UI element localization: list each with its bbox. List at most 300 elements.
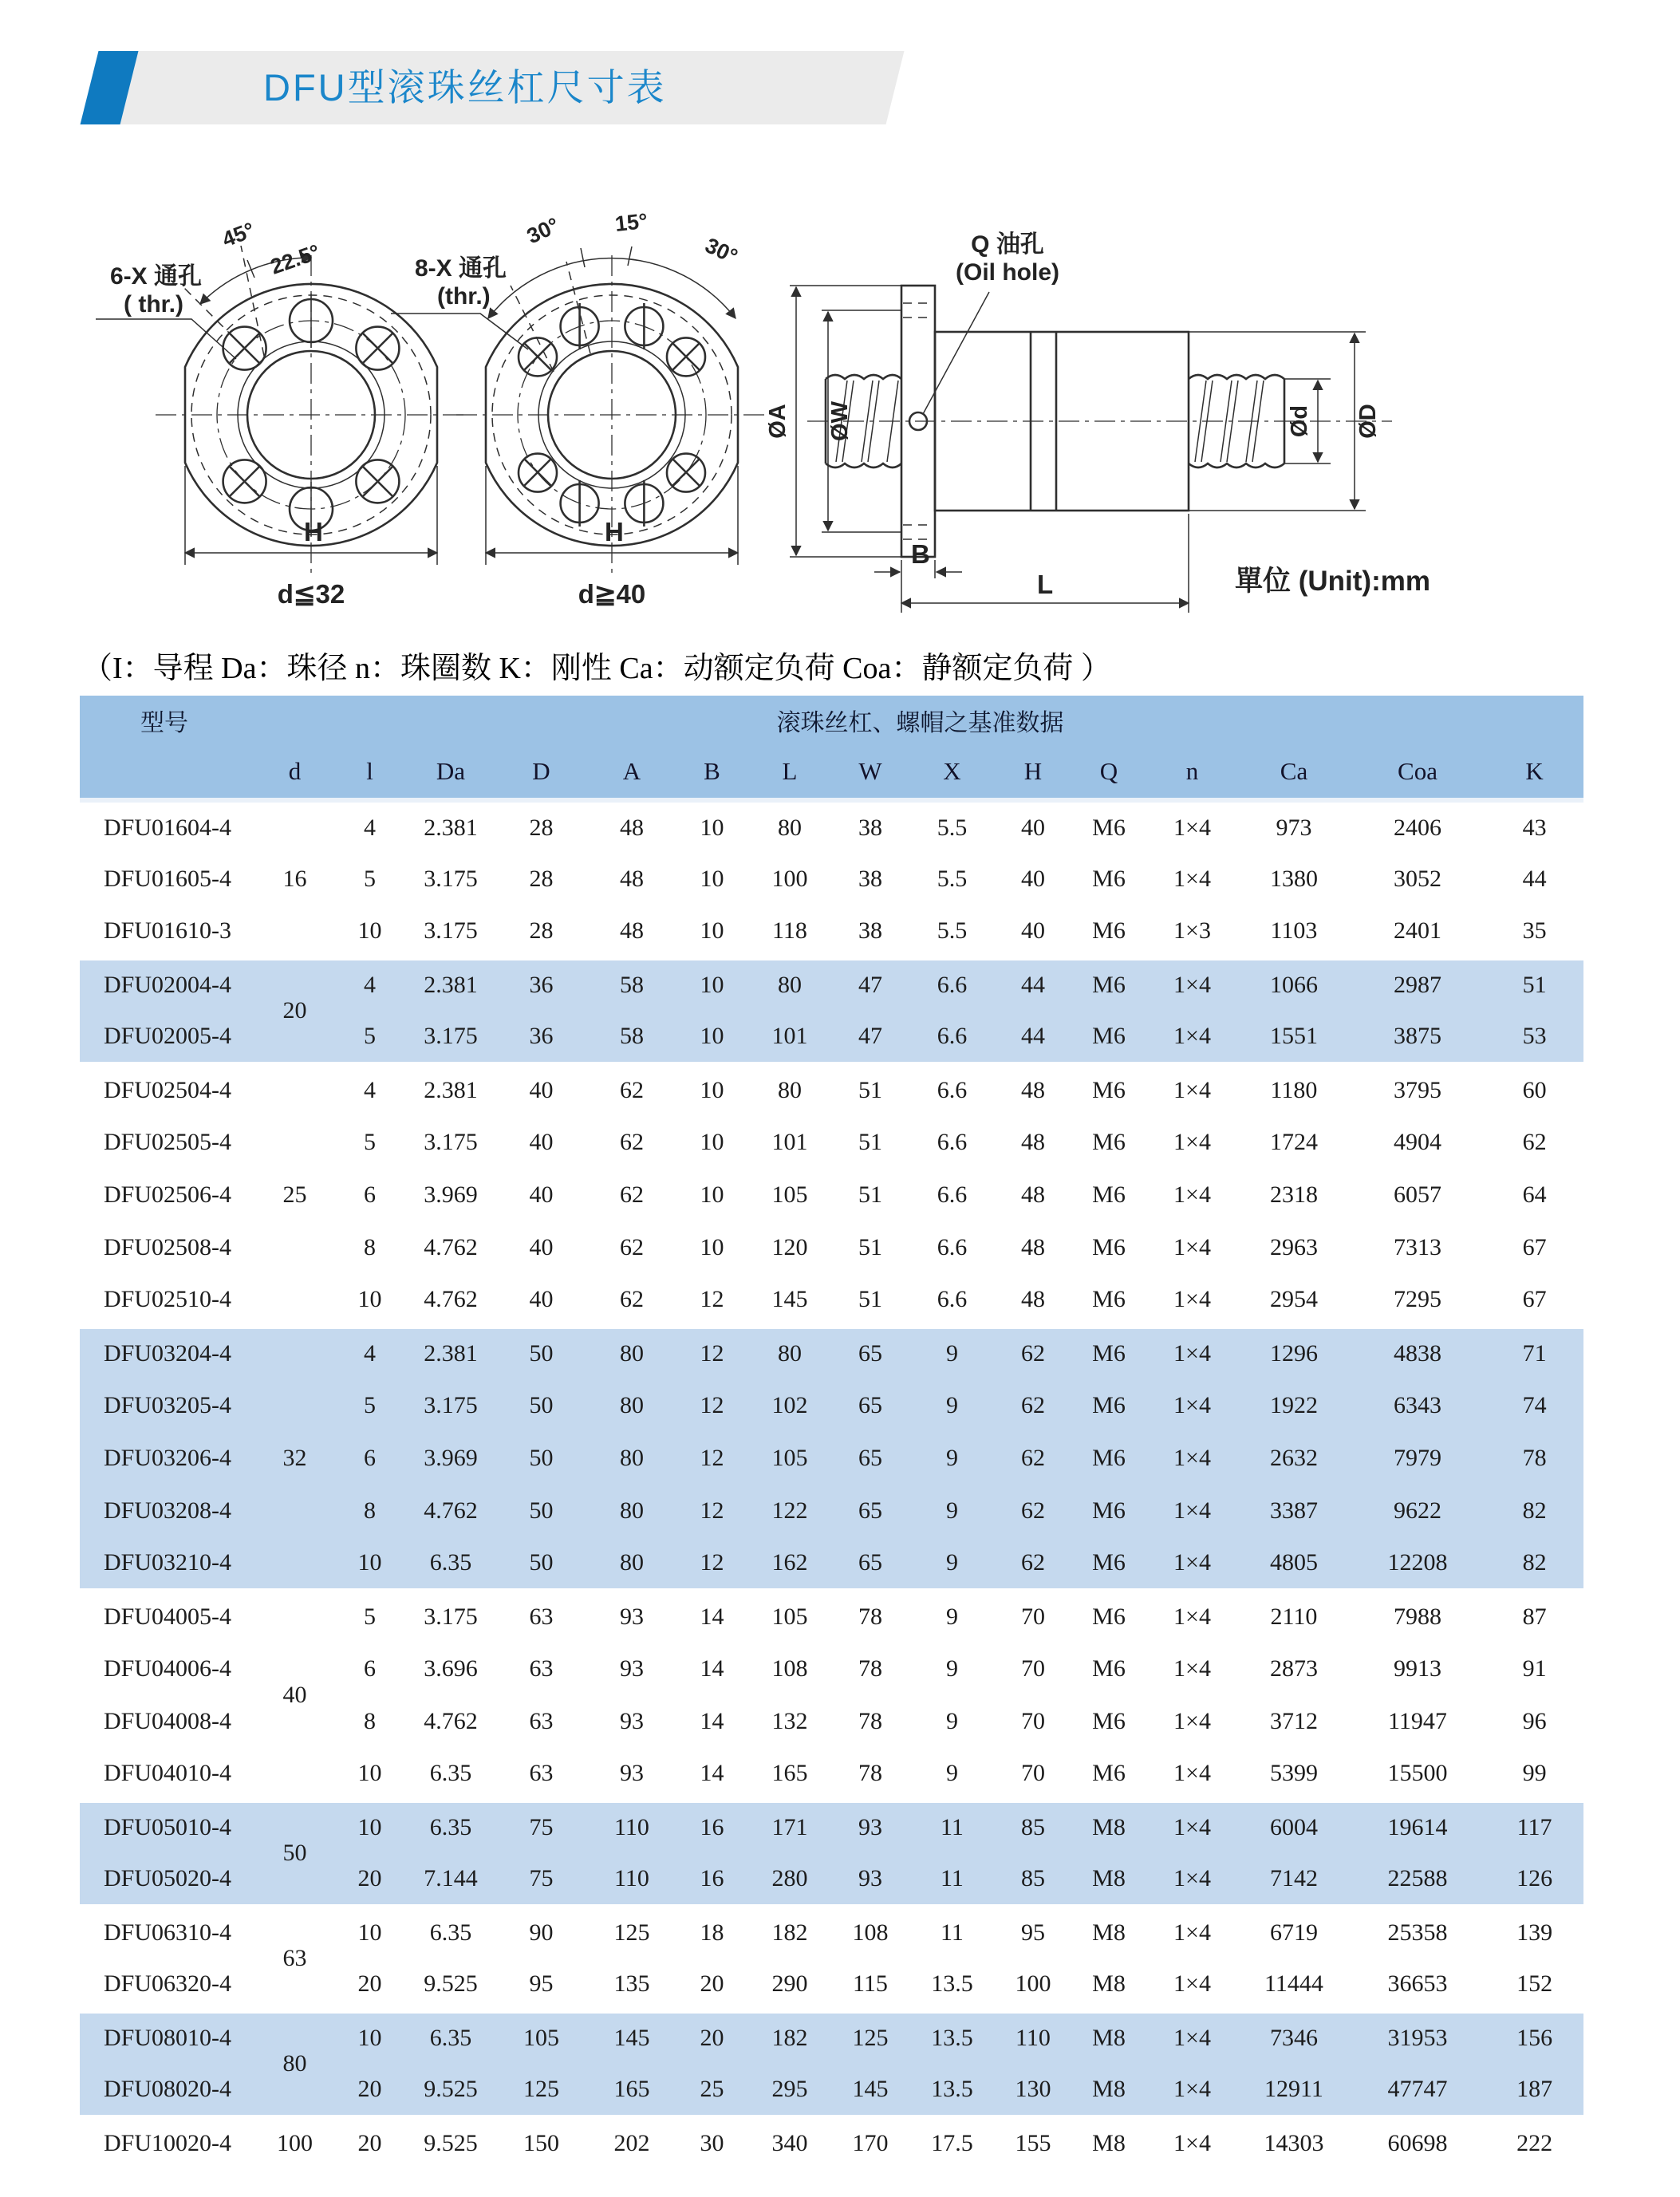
table-cell: 14 — [700, 1603, 724, 1631]
table-cell: 19614 — [1350, 1801, 1485, 1853]
table-cell: 63 — [529, 1708, 554, 1734]
table-cell: 93 — [831, 1801, 909, 1853]
table-cell: M8 — [1092, 1919, 1126, 1947]
table-cell: 9.525 — [424, 2130, 478, 2157]
model-cell: DFU06310-4 — [104, 1919, 232, 1947]
table-group — [80, 958, 1583, 1063]
table-cell: 120 — [771, 1234, 808, 1260]
table-cell: 4 — [333, 1327, 407, 1379]
table-group — [80, 1063, 1583, 1327]
table-cell: 31953 — [1350, 2011, 1485, 2064]
table-cell: 1×4 — [1146, 2011, 1238, 2064]
table-cell: 60698 — [1387, 2130, 1448, 2157]
table-cell: 12 — [676, 1432, 748, 1485]
table-cell: 6343 — [1350, 1379, 1485, 1432]
table-cell: 36653 — [1387, 1970, 1448, 1997]
table-cell: 11444 — [1264, 1970, 1323, 1997]
column-header: W — [831, 745, 909, 800]
table-cell: 28 — [529, 917, 554, 944]
table-cell: 9 — [909, 1432, 995, 1485]
table-cell: 3.175 — [424, 917, 478, 944]
d-group-cell: 16 — [282, 866, 307, 893]
dia-a-label: ØA — [765, 404, 791, 439]
model-cell: DFU02508-4 — [104, 1234, 232, 1260]
angle-15-label: 15° — [613, 208, 649, 236]
table-cell: 47 — [831, 1011, 909, 1063]
model-cell: DFU04008-4 — [104, 1708, 232, 1734]
angle-30-right-label: 30° — [701, 233, 742, 269]
table-cell: 28 — [529, 866, 554, 892]
table-cell: M8 — [1071, 1801, 1146, 1853]
table-cell: M6 — [1092, 1708, 1126, 1734]
table-cell: M6 — [1092, 1285, 1126, 1312]
column-header: A — [588, 745, 676, 800]
table-group — [80, 1590, 1583, 1801]
table-cell: 1×4 — [1146, 1853, 1238, 1906]
table-cell: M6 — [1071, 1379, 1146, 1432]
table-cell: 12 — [676, 1327, 748, 1379]
table-cell: 3.175 — [407, 1011, 495, 1063]
table-cell: M6 — [1071, 1432, 1146, 1485]
table-cell: 1180 — [1270, 1077, 1318, 1104]
table-cell: 2873 — [1270, 1655, 1318, 1682]
table-cell: 48 — [620, 866, 644, 892]
table-cell: 2406 — [1394, 814, 1441, 841]
table-cell: 125 — [831, 2011, 909, 2064]
table-cell: M6 — [1092, 1181, 1126, 1208]
table-cell: M6 — [1071, 1485, 1146, 1537]
table-cell: 67 — [1522, 1285, 1547, 1312]
drawing-flange-8hole — [391, 209, 767, 609]
table-cell: 11 — [909, 1801, 995, 1853]
d-group-cell: 80 — [257, 2011, 333, 2116]
table-cell: 171 — [748, 1801, 831, 1853]
angle-22-5-label: 22.5° — [267, 239, 323, 279]
table-cell: 135 — [613, 1970, 650, 1997]
table-cell: 10 — [700, 917, 724, 944]
table-cell: M8 — [1092, 1970, 1126, 1997]
table-cell: 70 — [1021, 1708, 1045, 1734]
table-cell: 6.6 — [937, 1234, 968, 1260]
table-row — [80, 1801, 1583, 1853]
table-cell: 93 — [620, 1759, 644, 1786]
table-cell: 70 — [1021, 1655, 1045, 1682]
model-cell: DFU05010-4 — [80, 1801, 257, 1853]
table-cell: 9.525 — [424, 1970, 478, 1997]
table-cell: 44 — [995, 1011, 1071, 1063]
model-cell: DFU02505-4 — [104, 1129, 232, 1155]
table-cell: 14 — [700, 1655, 724, 1682]
d-group-cell: 20 — [257, 958, 333, 1063]
table-cell: 6.35 — [429, 1919, 472, 1947]
table-cell: 6.6 — [909, 958, 995, 1011]
model-cell: DFU03205-4 — [80, 1379, 257, 1432]
drawing-flange-6hole — [96, 218, 467, 609]
table-cell: 13.5 — [931, 1970, 973, 1997]
table-cell: 110 — [995, 2011, 1071, 2064]
table-cell: 7.144 — [407, 1853, 495, 1906]
table-cell: 340 — [771, 2130, 808, 2157]
table-cell: 1724 — [1270, 1129, 1318, 1155]
table-cell: 78 — [858, 1603, 882, 1631]
table-cell: 8 — [364, 1234, 376, 1260]
table-cell: 9913 — [1394, 1655, 1441, 1682]
drawing-side-view — [765, 231, 1430, 613]
table-cell: 9 — [946, 1759, 958, 1786]
table-cell: 48 — [1021, 1285, 1045, 1312]
table-cell: 90 — [529, 1919, 554, 1947]
table-cell: 63 — [529, 1603, 554, 1631]
table-cell: 2.381 — [407, 1327, 495, 1379]
table-cell: 3.969 — [424, 1181, 478, 1208]
table-cell: 48 — [1021, 1181, 1045, 1208]
table-group — [80, 1906, 1583, 2011]
column-header: Q — [1071, 745, 1146, 800]
table-cell: 6719 — [1270, 1919, 1318, 1947]
table-cell: 40 — [1021, 866, 1045, 892]
table-cell: 162 — [748, 1537, 831, 1590]
angle-30-left-label: 30° — [523, 212, 563, 249]
table-cell: 12911 — [1238, 2064, 1350, 2116]
table-cell: 7346 — [1238, 2011, 1350, 2064]
table-cell: 4838 — [1350, 1327, 1485, 1379]
table-cell: 6 — [333, 1432, 407, 1485]
dia-w-label: ØW — [827, 401, 853, 441]
table-cell: 51 — [858, 1077, 882, 1104]
table-cell: 4.762 — [407, 1485, 495, 1537]
model-cell: DFU08010-4 — [80, 2011, 257, 2064]
column-header: K — [1485, 745, 1583, 800]
table-cell: 125 — [613, 1919, 650, 1947]
table-cell: 170 — [852, 2130, 889, 2157]
table-cell: 12208 — [1350, 1537, 1485, 1590]
table-cell: 10 — [357, 917, 382, 944]
table-cell: 11947 — [1388, 1708, 1447, 1734]
table-cell: M6 — [1092, 1077, 1126, 1104]
table-cell: 155 — [1015, 2130, 1051, 2157]
table-cell: 2318 — [1270, 1181, 1318, 1208]
b-dimension-label: B — [911, 539, 930, 569]
table-cell: 2963 — [1270, 1234, 1318, 1260]
table-cell: M6 — [1092, 1655, 1126, 1682]
dia-d-screw-label: Ød — [1287, 404, 1312, 438]
table-cell: M6 — [1071, 958, 1146, 1011]
table-cell: 62 — [620, 1181, 644, 1208]
model-cell: DFU02510-4 — [104, 1285, 232, 1312]
table-cell: 290 — [771, 1970, 808, 1997]
table-cell: 20 — [333, 2064, 407, 2116]
table-cell: 96 — [1522, 1708, 1547, 1734]
table-cell: 1103 — [1270, 917, 1318, 944]
table-cell: 11 — [941, 1919, 964, 1947]
model-cell: DFU03206-4 — [80, 1432, 257, 1485]
model-cell: DFU03210-4 — [80, 1537, 257, 1590]
page-title: DFU型滚珠丝杠尺寸表 — [263, 66, 667, 108]
table-cell: 1×4 — [1146, 1537, 1238, 1590]
table-cell: 44 — [1522, 866, 1547, 892]
table-cell: 70 — [1021, 1603, 1045, 1631]
table-cell: 202 — [613, 2130, 650, 2157]
table-cell: 58 — [588, 1011, 676, 1063]
table-cell: 3.696 — [424, 1655, 478, 1682]
table-cell: 82 — [1485, 1485, 1583, 1537]
technical-drawings — [80, 182, 1603, 629]
h-dimension-label: H — [304, 517, 323, 546]
data-section-title: 滚珠丝杠、螺帽之基准数据 — [257, 696, 1583, 745]
table-cell: 156 — [1485, 2011, 1583, 2064]
table-cell: 3387 — [1238, 1485, 1350, 1537]
table-cell: 78 — [858, 1759, 882, 1786]
table-cell: 3875 — [1350, 1011, 1485, 1063]
table-cell: 10 — [676, 958, 748, 1011]
column-header: Coa — [1350, 745, 1485, 800]
table-cell: 40 — [529, 1077, 554, 1104]
table-cell: 20 — [700, 1970, 724, 1997]
table-cell: 295 — [748, 2064, 831, 2116]
table-cell: 973 — [1276, 814, 1312, 841]
table-cell: 5 — [364, 1129, 376, 1155]
eight-hole-label: 8-X 通孔 — [415, 255, 507, 282]
table-cell: 63 — [529, 1655, 554, 1682]
table-cell: 30 — [700, 2130, 724, 2157]
table-cell: 9 — [909, 1485, 995, 1537]
column-header: L — [748, 745, 831, 800]
column-header: X — [909, 745, 995, 800]
table-cell: 145 — [588, 2011, 676, 2064]
table-cell: 1×4 — [1146, 2064, 1238, 2116]
table-cell: 51 — [858, 1234, 882, 1260]
table-cell: 152 — [1516, 1970, 1553, 1997]
table-cell: 70 — [1021, 1759, 1045, 1786]
table-cell: 62 — [620, 1129, 644, 1155]
angle-45-label: 45° — [219, 217, 258, 252]
table-cell: 71 — [1485, 1327, 1583, 1379]
table-cell: 80 — [588, 1485, 676, 1537]
model-column-title: 型号 — [80, 696, 257, 745]
table-cell: 53 — [1485, 1011, 1583, 1063]
table-cell: 3.175 — [424, 866, 478, 892]
model-cell: DFU04006-4 — [104, 1655, 232, 1682]
table-cell: 75 — [495, 1801, 588, 1853]
table-cell: 75 — [495, 1853, 588, 1906]
table-cell: 6.6 — [937, 1129, 968, 1155]
table-cell: 5 — [364, 1603, 376, 1631]
column-header: Ca — [1238, 745, 1350, 800]
table-cell: 7979 — [1350, 1432, 1485, 1485]
table-cell: 6 — [364, 1181, 376, 1208]
table-cell: 11 — [909, 1853, 995, 1906]
table-cell: 65 — [831, 1485, 909, 1537]
table-cell: M6 — [1092, 917, 1126, 944]
table-cell: 48 — [1021, 1129, 1045, 1155]
table-cell: 50 — [495, 1432, 588, 1485]
table-cell: 9.525 — [407, 2064, 495, 2116]
d-group-cell: 50 — [257, 1801, 333, 1906]
table-cell: 16 — [676, 1801, 748, 1853]
table-cell: 145 — [831, 2064, 909, 2116]
table-cell: 100 — [1015, 1970, 1051, 1997]
table-cell: 3052 — [1394, 866, 1441, 892]
unit-note: 單位 (Unit):mm — [1235, 566, 1430, 597]
table-cell: 43 — [1522, 814, 1547, 841]
table-cell: 1×4 — [1173, 814, 1211, 841]
table-cell: 62 — [995, 1327, 1071, 1379]
table-cell: 5.5 — [937, 917, 968, 944]
table-cell: 62 — [1522, 1129, 1547, 1155]
table-cell: M6 — [1092, 866, 1126, 892]
table-cell: 80 — [778, 1077, 802, 1104]
table-cell: 10 — [700, 1234, 724, 1260]
table-cell: 95 — [529, 1970, 554, 1997]
table-cell: 1×4 — [1146, 958, 1238, 1011]
table-cell: 4.762 — [424, 1708, 478, 1734]
table-cell: 12 — [700, 1285, 724, 1312]
table-cell: 3.175 — [407, 1379, 495, 1432]
table-cell: 280 — [748, 1853, 831, 1906]
table-cell: 165 — [771, 1759, 808, 1786]
table-cell: 9 — [946, 1708, 958, 1734]
table-cell: 9 — [909, 1327, 995, 1379]
table-cell: 115 — [853, 1970, 888, 1997]
table-cell: 126 — [1485, 1853, 1583, 1906]
table-cell: 1×4 — [1146, 1379, 1238, 1432]
h-dimension-label: H — [605, 517, 624, 546]
table-cell: 48 — [1021, 1077, 1045, 1104]
table-cell: 7988 — [1394, 1603, 1441, 1631]
table-cell: 9 — [909, 1537, 995, 1590]
model-cell: DFU01610-3 — [104, 917, 232, 944]
table-row — [80, 1906, 1583, 1958]
table-cell: 1066 — [1238, 958, 1350, 1011]
table-cell: 4904 — [1394, 1129, 1441, 1155]
model-cell: DFU02004-4 — [80, 958, 257, 1011]
table-cell: 40 — [1021, 917, 1045, 944]
table-cell: 3795 — [1394, 1077, 1441, 1104]
table-group — [80, 1801, 1583, 1906]
table-cell: 85 — [995, 1801, 1071, 1853]
table-cell: 10 — [700, 866, 724, 892]
table-cell: 40 — [529, 1129, 554, 1155]
table-cell: 65 — [831, 1327, 909, 1379]
model-cell: DFU01604-4 — [104, 814, 232, 841]
column-header: Da — [407, 745, 495, 800]
table-cell: 78 — [858, 1708, 882, 1734]
model-cell: DFU06320-4 — [104, 1970, 232, 1997]
column-header: B — [676, 745, 748, 800]
table-cell: 6.6 — [937, 1285, 968, 1312]
table-cell: 48 — [620, 917, 644, 944]
table-cell: 1×4 — [1173, 1655, 1211, 1682]
table-cell: 82 — [1485, 1537, 1583, 1590]
d-group-cell: 25 — [282, 1181, 307, 1208]
table-cell: 14 — [700, 1759, 724, 1786]
table-row — [80, 1327, 1583, 1379]
table-cell: 62 — [995, 1432, 1071, 1485]
table-cell: 47 — [831, 958, 909, 1011]
table-cell: 78 — [1485, 1432, 1583, 1485]
table-cell: 122 — [748, 1485, 831, 1537]
table-row — [80, 1063, 1583, 1116]
table-cell: 10 — [700, 1077, 724, 1104]
table-cell: 20 — [357, 2130, 382, 2157]
table-cell: 15500 — [1387, 1759, 1448, 1786]
table-group — [80, 800, 1583, 958]
table-cell: 40 — [529, 1234, 554, 1260]
table-cell: M8 — [1092, 2130, 1126, 2157]
dimension-table — [80, 696, 1583, 2169]
table-cell: 12 — [676, 1485, 748, 1537]
model-cell: DFU04010-4 — [104, 1759, 232, 1786]
table-cell: 1×4 — [1173, 1708, 1211, 1734]
d-group-cell: 100 — [277, 2130, 313, 2157]
table-cell: 44 — [995, 958, 1071, 1011]
table-cell: 10 — [676, 1011, 748, 1063]
table-cell: 10 — [333, 1801, 407, 1853]
table-cell: 5.5 — [937, 814, 968, 841]
table-cell: 74 — [1485, 1379, 1583, 1432]
table-cell: 1380 — [1270, 866, 1318, 892]
table-cell: 125 — [495, 2064, 588, 2116]
table-cell: 40 — [1021, 814, 1045, 841]
table-cell: 10 — [700, 1129, 724, 1155]
table-cell: 10 — [357, 1285, 382, 1312]
table-cell: 80 — [588, 1537, 676, 1590]
table-cell: 50 — [495, 1327, 588, 1379]
table-cell: 6.6 — [909, 1011, 995, 1063]
table-cell: 40 — [529, 1285, 554, 1312]
table-cell: 1×4 — [1146, 1485, 1238, 1537]
table-cell: 3.175 — [424, 1129, 478, 1155]
table-cell: 117 — [1485, 1801, 1583, 1853]
model-cell: DFU02504-4 — [104, 1077, 232, 1104]
table-cell: 2.381 — [407, 958, 495, 1011]
table-cell: 6.35 — [429, 1759, 472, 1786]
table-cell: 78 — [858, 1655, 882, 1682]
table-cell: 1×4 — [1146, 1327, 1238, 1379]
table-cell: 28 — [529, 814, 554, 841]
table-cell: 105 — [771, 1181, 808, 1208]
table-cell: 1×3 — [1173, 917, 1211, 944]
column-header: D — [495, 745, 588, 800]
table-cell: 2632 — [1238, 1432, 1350, 1485]
table-cell: 105 — [771, 1603, 808, 1631]
table-cell: 87 — [1522, 1603, 1547, 1631]
table-cell: 48 — [1021, 1234, 1045, 1260]
table-cell: 9622 — [1350, 1485, 1485, 1537]
table-cell: 139 — [1516, 1919, 1553, 1947]
table-cell: 6 — [364, 1655, 376, 1682]
table-cell: 80 — [748, 1327, 831, 1379]
table-cell: 4805 — [1238, 1537, 1350, 1590]
table-columns-row — [80, 745, 1583, 800]
column-header: l — [333, 745, 407, 800]
table-cell: M6 — [1071, 1327, 1146, 1379]
table-cell: 65 — [831, 1432, 909, 1485]
table-cell: 12 — [676, 1379, 748, 1432]
table-cell: 93 — [620, 1655, 644, 1682]
table-cell: M6 — [1092, 814, 1126, 841]
table-cell: 35 — [1522, 917, 1547, 944]
table-cell: 8 — [333, 1485, 407, 1537]
table-cell: 99 — [1522, 1759, 1547, 1786]
table-cell: 3.969 — [407, 1432, 495, 1485]
table-cell: 2110 — [1270, 1603, 1318, 1631]
table-cell: 108 — [852, 1919, 889, 1947]
table-group — [80, 1327, 1583, 1590]
table-cell: 100 — [771, 866, 808, 892]
table-cell: 85 — [995, 1853, 1071, 1906]
table-cell: 5 — [333, 1379, 407, 1432]
